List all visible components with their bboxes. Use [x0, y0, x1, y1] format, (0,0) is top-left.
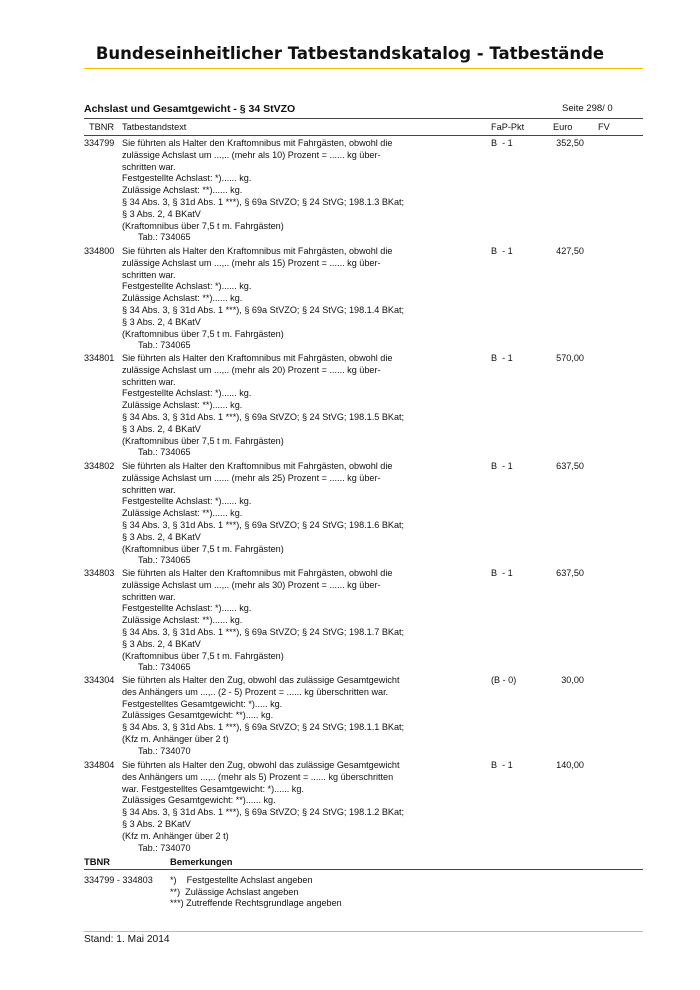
tab-reference: Tab.: 734065	[138, 555, 191, 566]
text-line: Festgestellte Achslast: *)...... kg.	[122, 496, 252, 507]
tab-reference: Tab.: 734065	[138, 340, 191, 351]
tbnr-cell: 334799	[84, 138, 115, 148]
text-cell	[122, 138, 452, 244]
text-line: § 34 Abs. 3, § 31d Abs. 1 ***), § 69a StVZO; § 24 StVG; 198.1.1 BKat;	[122, 722, 405, 733]
fap-cell: B - 1	[491, 461, 513, 471]
text-cell	[122, 461, 452, 567]
text-line: Festgestellte Achslast: *)...... kg.	[122, 173, 252, 184]
text-line: Sie führten als Halter den Kraftomnibus mit Fahrgästen, obwohl die	[122, 246, 393, 256]
text-line: Zulässige Achslast: **)...... kg.	[122, 400, 243, 411]
text-line: zulässige Achslast um ...,.. (mehr als 20) Prozent = ...... kg über-	[122, 364, 381, 375]
text-line: § 3 Abs. 2, 4 BKatV	[122, 638, 201, 649]
euro-cell: 427,50	[556, 246, 584, 256]
tbnr-cell: 334304	[84, 675, 115, 685]
tbnr-cell: 334801	[84, 353, 115, 363]
tbnr-cell: 334800	[84, 246, 115, 256]
col-tbnr: TBNR	[89, 122, 115, 132]
text-line: zulässige Achslast um ...,.. (mehr als 30) Prozent = ...... kg über-	[122, 579, 381, 590]
text-line: Zulässiges Gesamtgewicht: **)..... kg.	[122, 710, 274, 721]
text-line: des Anhängers um ...,.. (2 - 5) Prozent = ...... kg überschritten war.	[122, 686, 389, 697]
text-line: § 3 Abs. 2, 4 BKatV	[122, 423, 201, 434]
section-header	[84, 103, 643, 117]
text-cell	[122, 246, 452, 352]
col-fap: FaP-Pkt	[491, 122, 525, 132]
text-cell	[122, 760, 452, 854]
tab-reference: Tab.: 734065	[138, 447, 191, 458]
header-rule	[84, 68, 643, 69]
text-line: Zulässige Achslast: **)...... kg.	[122, 185, 243, 196]
text-line: Festgestellte Achslast: *)...... kg.	[122, 388, 252, 399]
fap-cell: B - 1	[491, 760, 513, 770]
tab-reference: Tab.: 734070	[138, 745, 191, 756]
col-fv: FV	[598, 122, 610, 132]
text-cell	[122, 568, 452, 674]
text-line: Sie führten als Halter den Kraftomnibus mit Fahrgästen, obwohl die	[122, 461, 393, 471]
text-line: Zulässige Achslast: **)...... kg.	[122, 508, 243, 519]
tbnr-cell: 334804	[84, 760, 115, 770]
col-text: Tatbestandstext	[122, 122, 187, 132]
section-title: Achslast und Gesamtgewicht - § 34 StVZO	[84, 103, 296, 115]
text-line: § 34 Abs. 3, § 31d Abs. 1 ***), § 69a StVZO; § 24 StVG; 198.1.7 BKat;	[122, 626, 405, 637]
text-cell	[122, 353, 452, 459]
fap-cell: B - 1	[491, 353, 513, 363]
text-line: Sie führten als Halter den Kraftomnibus mit Fahrgästen, obwohl die	[122, 138, 393, 148]
tbnr-cell: 334803	[84, 568, 115, 578]
tab-reference: Tab.: 734065	[138, 232, 191, 243]
text-line: Sie führten als Halter den Zug, obwohl das zulässige Gesamtgewicht	[122, 675, 400, 685]
text-line: § 34 Abs. 3, § 31d Abs. 1 ***), § 69a StVZO; § 24 StVG; 198.1.2 BKat;	[122, 807, 405, 818]
remark-line: **) Zulässige Achslast angeben	[170, 886, 299, 897]
text-cell	[122, 675, 452, 758]
text-line: (Kfz m. Anhänger über 2 t)	[122, 733, 229, 744]
text-line: (Kraftomnibus über 7,5 t m. Fahrgästen)	[122, 220, 284, 231]
text-line: (Kraftomnibus über 7,5 t m. Fahrgästen)	[122, 650, 284, 661]
text-line: Festgestellte Achslast: *)...... kg.	[122, 281, 252, 292]
column-headers	[84, 122, 643, 134]
text-line: § 3 Abs. 2, 4 BKatV	[122, 531, 201, 542]
text-line: zulässige Achslast um ...,.. (mehr als 10) Prozent = ...... kg über-	[122, 149, 381, 160]
remarks-rule	[84, 869, 643, 870]
text-line: § 34 Abs. 3, § 31d Abs. 1 ***), § 69a StVZO; § 24 StVG; 198.1.6 BKat;	[122, 519, 405, 530]
text-line: (Kfz m. Anhänger über 2 t)	[122, 830, 229, 841]
remark-line: *) Festgestellte Achslast angeben	[170, 875, 313, 885]
euro-cell: 30,00	[561, 675, 584, 685]
text-line: Sie führten als Halter den Kraftomnibus mit Fahrgästen, obwohl die	[122, 568, 393, 578]
text-line: zulässige Achslast um ...,.. (mehr als 15) Prozent = ...... kg über-	[122, 257, 381, 268]
text-line: § 34 Abs. 3, § 31d Abs. 1 ***), § 69a StVZO; § 24 StVG; 198.1.4 BKat;	[122, 304, 405, 315]
fap-cell: B - 1	[491, 138, 513, 148]
section-rule	[84, 118, 643, 119]
text-line: (Kraftomnibus über 7,5 t m. Fahrgästen)	[122, 435, 284, 446]
tab-reference: Tab.: 734065	[138, 662, 191, 673]
euro-cell: 637,50	[556, 461, 584, 471]
text-line: Zulässiges Gesamtgewicht: **)...... kg.	[122, 795, 276, 806]
text-line: § 3 Abs. 2 BKatV	[122, 818, 191, 829]
text-line: § 34 Abs. 3, § 31d Abs. 1 ***), § 69a StVZO; § 24 StVG; 198.1.5 BKat;	[122, 411, 405, 422]
text-line: schritten war.	[122, 269, 176, 280]
text-line: Zulässige Achslast: **)...... kg.	[122, 293, 243, 304]
tab-reference: Tab.: 734070	[138, 842, 191, 853]
fap-cell: B - 1	[491, 568, 513, 578]
text-line: schritten war.	[122, 376, 176, 387]
remark-line: ***) Zutreffende Rechtsgrundlage angeben	[170, 898, 342, 909]
fap-cell: B - 1	[491, 246, 513, 256]
footer-rule	[84, 931, 643, 932]
col-euro: Euro	[553, 122, 573, 132]
euro-cell: 570,00	[556, 353, 584, 363]
text-line: Zulässige Achslast: **)...... kg.	[122, 615, 243, 626]
text-line: schritten war.	[122, 161, 176, 172]
text-line: Sie führten als Halter den Kraftomnibus mit Fahrgästen, obwohl die	[122, 353, 393, 363]
text-line: des Anhängers um ...,.. (mehr als 5) Prozent = ...... kg überschritten	[122, 771, 394, 782]
text-line: § 34 Abs. 3, § 31d Abs. 1 ***), § 69a StVZO; § 24 StVG; 198.1.3 BKat;	[122, 196, 405, 207]
text-line: (Kraftomnibus über 7,5 t m. Fahrgästen)	[122, 328, 284, 339]
text-line: schritten war.	[122, 484, 176, 495]
footer-date: Stand: 1. Mai 2014	[84, 934, 170, 945]
fap-cell: (B - 0)	[491, 675, 517, 685]
euro-cell: 637,50	[556, 568, 584, 578]
remarks-header-text: Bemerkungen	[170, 856, 233, 867]
text-line: schritten war.	[122, 591, 176, 602]
remarks-range: 334799 - 334803	[84, 875, 153, 885]
text-line: Sie führten als Halter den Zug, obwohl das zulässige Gesamtgewicht	[122, 760, 400, 770]
euro-cell: 140,00	[556, 760, 584, 770]
euro-cell: 352,50	[556, 138, 584, 148]
column-header-rule	[84, 135, 643, 136]
text-line: zulässige Achslast um ...... (mehr als 25) Prozent = ...... kg über-	[122, 472, 381, 483]
page-number: Seite 298/ 0	[562, 103, 613, 114]
text-line: (Kraftomnibus über 7,5 t m. Fahrgästen)	[122, 543, 284, 554]
text-line: § 3 Abs. 2, 4 BKatV	[122, 208, 201, 219]
document-title: Bundeseinheitlicher Tatbestandskatalog - Tatbestände	[95, 44, 605, 63]
text-line: war. Festgestelltes Gesamtgewicht: *)...... kg.	[122, 783, 304, 794]
text-line: Festgestelltes Gesamtgewicht: *)..... kg.	[122, 698, 283, 709]
remarks-header-tbnr: TBNR	[84, 856, 111, 867]
text-line: § 3 Abs. 2, 4 BKatV	[122, 316, 201, 327]
tbnr-cell: 334802	[84, 461, 115, 471]
text-line: Festgestellte Achslast: *)...... kg.	[122, 603, 252, 614]
remarks-lines	[170, 875, 342, 910]
